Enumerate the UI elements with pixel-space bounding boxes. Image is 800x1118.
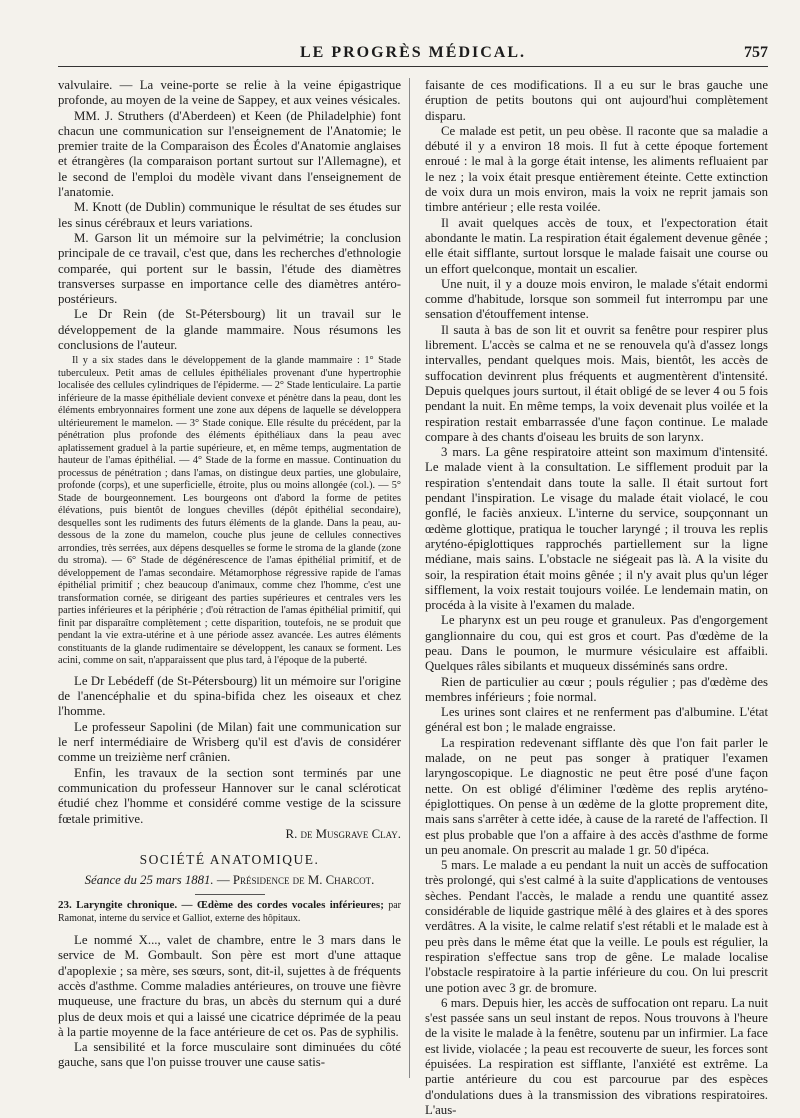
right-column (425, 78, 768, 1117)
paragraph: 3 mars. La gêne respiratoire atteint son maximum d'intensité. Le malade vient à la consultation. Le sifflement produit par la respiration s'entendait dans toute la salle. Il était surtout fort pendant l'inspiration. Le visage du malade était violacé, le cou gonflé, le faciès anxieux. L'interne du service, soupçonnant un œdème glottique, pratiqua le toucher laryngé ; il trouva les replis aryténo-épiglottiques rapprochés partiellement sur la ligne médiane, mais sains. L'obstacle ne siégeait pas là. A la visite du soir, la respiration était moins gênée ; il n'y avait plus qu'un léger sifflement, la voix restait toujours voilée. Le lendemain matin, on procéda à la visite à l'examen du malade. (425, 445, 768, 613)
case-number: 23. (58, 899, 72, 912)
mammary-stages-summary: Il y a six stades dans le développement de la glande mammaire : 1° Stade tuberculeux. Petit amas de cellules épithéliales provenant d'une hypertrophie localisée des cellules cylindriques de l'épiderme. — 2° Stade lenticulaire. La partie inférieure de la masse épithéliale devient convexe et pénètre dans la peau, dont les éléments embryonnaires forment une zone aux dépens de laquelle se développera ultérieurement le mamelon. — 3° Stade conique. Elle résulte du précédent, par la pénétration plus profonde des éléments épithéliaux dans la peau avec aplatissement graduel à la partie supérieure, et, en même temps, augmentation de hauteur de l'amas épithélial. — 4° Stade de la forme en massue. Continuation du processus de pénétration ; dans l'amas, on distingue deux parties, une globulaire, profonde (corps), et une superficielle, étroite, plus ou moins allongée (col.). — 5° Stade de bourgeonnement. Les bourgeons ont d'abord la forme de petites élévations, puis bientôt de longues chevilles (dépôt épithélial secondaire), desquelles sont les rudiments des futurs éléments de la glande. Dans la peau, au-dessous de la zone du mamelon, couche plus jeune de cellules connectives arrondies, très serrées, aux dépens desquelles se forme le stroma de la glande (zone du stroma). — 6° Stade de dégénérescence de l'amas épithélial primitif, et de développement de l'amas secondaire. Métamorphose régressive rapide de l'amas épithélial primitif ; chez beaucoup d'animaux, comme chez l'homme, c'est une transformation cornée, se dirigeant des parties supérieures et centrales vers les parties inférieures et la périphérie ; d'où rétraction de l'amas épithélial primitif, qui finit par disparaître complètement ; cette disparition, toutefois, ne se produit que pendant la vie extra-utérine et à une période assez avancée. Les autres éléments constituants de la glande rudimentaire se développent, les canaux se forment. Les acini, comme on sait, n'apparaissent que plus tard, à l'époque de la puberté. (58, 355, 401, 667)
column-divider (409, 78, 410, 1078)
paragraph: Rien de particulier au cœur ; pouls régulier ; pas d'œdème des membres inférieurs ; foie normal. (425, 674, 768, 704)
section-rule (195, 894, 265, 895)
paragraph: M. Knott (de Dublin) communique le résultat de ses études sur les sinus cérébraux et leurs variations. (58, 200, 401, 230)
paragraph: Le pharynx est un peu rouge et granuleux. Pas d'engorgement ganglionnaire du cou, qui est gros et court. Pas d'œdème de la peau. Dans le poumon, le murmure vésiculaire est affaibli. Quelques râles sibilants et muqueux disséminés sans ordre. (425, 613, 768, 674)
paragraph: La respiration redevenant sifflante dès que l'on fait parler le malade, on ne peut pas songer à pratiquer l'examen laryngoscopique. Le diagnostic ne peut être posé d'une façon nette. On est obligé d'éliminer l'œdème des replis aryténo-épiglottiques. On pense à un œdème de la glotte proprement dite, mais sans s'arrêter à cette idée, à cause de la rareté de l'affection. Il est plus probable que l'on a affaire à des accès d'asthme de forme un peu anomale. On prescrit au malade 1 gr. 50 d'ipéca. (425, 735, 768, 857)
paragraph: faisante de ces modifications. Il a eu sur le bras gauche une éruption de petits boutons qui ont aujourd'hui complètement disparu. (425, 78, 768, 123)
paragraph: Il sauta à bas de son lit et ouvrit sa fenêtre pour respirer plus librement. L'accès se calma et ne se renouvela qu'à d'assez longs intervalles, pendant quelques mois. Mais, bientôt, les accès de suffocation devinrent plus fréquents et augmentèrent d'intensité. Depuis quelques jours surtout, il était obligé de se lever 4 ou 5 fois pendant la nuit. En même temps, la voix devenait plus voilée et la respiration restait embarrassée d'une façon continue. Le malade compare à des chants d'oiseau les bruits de son larynx. (425, 322, 768, 444)
paragraph-text: Enfin, les travaux de la section sont terminés par une communication du professeur Hannover sur le canal scléroticat étudié chez l'homme et considéré comme vestige de la scissure fœtale primitive. (58, 765, 401, 826)
paragraph: valvulaire. — La veine-porte se relie à la veine épigastrique profonde, au moyen de la veine de Sappey, et aux veines vésicales. (58, 78, 401, 108)
session-line (58, 872, 401, 888)
session-date: Séance du 25 mars 1881. (84, 873, 214, 888)
paragraph: Le Dr Rein (de St-Pétersbourg) lit un travail sur le développement de la glande mammaire. Nous résumons les conclusions de l'auteur. (58, 307, 401, 353)
paragraph: 6 mars. Depuis hier, les accès de suffocation ont reparu. La nuit s'est passée sans un seul instant de repos. Nous trouvons à l'heure de la visite le malade à la fenêtre, soutenu par un infirmier. La face est livide, violacée ; la peau est recouverte de sueur, les forces sont épuisées. La respiration est sifflante, l'anxiété est extrême. La partie antérieure du cou est parcourue par des espèces d'ondulations dues à la transmission des vibrations respiratoires. L'aus- (425, 995, 768, 1117)
header-rule (58, 66, 768, 67)
paragraph: Il avait quelques accès de toux, et l'expectoration était abondante le matin. La respiration était également devenue gênée ; elle était sifflante, surtout lorsque le malade faisait une course ou un effort quelconque, montait un escalier. (425, 215, 768, 276)
paragraph: Les urines sont claires et ne renferment pas d'albumine. L'état général est bon ; le malade engraisse. (425, 705, 768, 735)
journal-title: LE PROGRÈS MÉDICAL. (299, 44, 527, 61)
section-title: SOCIÉTÉ ANATOMIQUE. (139, 852, 320, 868)
session-presidence: — Présidence de M. Charcot. (216, 873, 375, 888)
paragraph: Le Dr Lebédeff (de St-Pétersbourg) lit un mémoire sur l'origine de l'anencéphalie et du spina-bifida chez les oiseaux et chez l'homme. (58, 673, 401, 719)
page-number: 757 (744, 44, 768, 61)
paragraph: 5 mars. Le malade a eu pendant la nuit un accès de suffocation très prolongé, qui s'est calmé à la suite d'applications de ventouses sèches. Pendant l'accès, le malade a rendu une quantité assez considérable de liquide gastrique mêlé à des glaires et à des spores verdâtres. A la visite, le calme relatif s'est rétabli et le malade est à peu près dans le même état que la veille. Le pouls est régulier, la respiration s'effectue sans trop de gêne. Le malade localise l'obstacle respiratoire à la partie inférieure du cou. On lui prescrit une potion avec 3 gr. de bromure. (425, 858, 768, 995)
paragraph (58, 766, 401, 842)
paragraph: Ce malade est petit, un peu obèse. Il raconte que sa maladie a débuté il y a environ 18 mois. Il fut à cette époque fortement enroué : le mal à la gorge était intense, les aliments refluaient par le nez ; la voix était presque entièrement éteinte. Cette extinction de voix dura un mois environ, mais la voix ne reprit jamais son timbre antérieur ; elle resta voilée. (425, 123, 768, 215)
running-header (58, 44, 768, 66)
paragraph: Le professeur Sapolini (de Milan) fait une communication sur le nerf intermédiaire de Wrisberg qu'il est d'avis de considérer comme un treizième nerf crânien. (58, 719, 401, 765)
paragraph: La sensibilité et la force musculaire sont diminuées du côté gauche, sans que l'on puisse trouver une cause satis- (58, 1040, 401, 1070)
left-column (58, 78, 401, 1088)
case-heading (58, 899, 401, 925)
case-authors: par Ramonat, interne du service et Galliot, externe des hôpitaux. (58, 900, 402, 925)
paragraph: MM. J. Struthers (d'Aberdeen) et Keen (de Philadelphie) font chacun une communication sur l'enseignement de l'Anatomie; le premier traite de la Comparaison des Écoles d'Anatomie anglaises et étrangères (la comparaison portant surtout sur l'Allemagne), et le second de l'emploi du modèle vivant dans l'enseignement de l'anatomie. (58, 108, 401, 200)
paragraph: M. Garson lit un mémoire sur la pelvimétrie; la conclusion principale de ce travail, c'est que, dans les recherches d'ethnologie comparée, qui portent sur le bassin, l'étude des diamètres transverses surpasse en importance celle des diamètres antéro-postérieurs. (58, 230, 401, 307)
case-title: Laryngite chronique. — Œdème des cordes vocales inférieures; (76, 899, 384, 912)
paragraph: Une nuit, il y a douze mois environ, le malade s'était endormi comme d'habitude, lorsque son sommeil fut interrompu par une sensation d'étouffement intense. (425, 276, 768, 322)
author-signature: R. de Musgrave Clay. (285, 826, 401, 841)
paragraph: Le nommé X..., valet de chambre, entre le 3 mars dans le service de M. Gombault. Son père est mort d'une attaque d'apoplexie ; sa mère, ses sœurs, sont, dit-il, sujettes à de fréquents accès d'asthme. Comme maladies antérieures, on trouve une fièvre muqueuse, une fracture du bras, un abcès du sternum qui a duré plus de deux mois et qui a laissé une cicatrice déprimée de la peau à la partie moyenne de la face antérieure de cet os. Pas de syphilis. (58, 933, 401, 1039)
